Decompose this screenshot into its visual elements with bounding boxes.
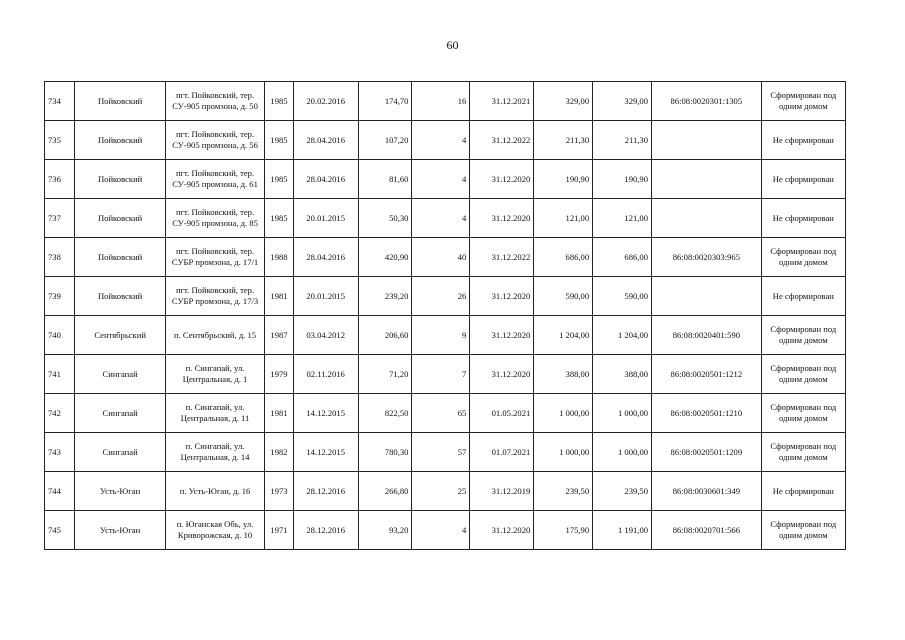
cell-area-to-resettle: 1 000,00	[534, 394, 593, 433]
cell-cadastral-number: 86:08:0030601:349	[652, 472, 762, 511]
cell-address: п. Сингапай, ул. Центральная, д. 1	[165, 355, 264, 394]
registry-body	[45, 82, 846, 550]
cell-settlement: Сингапай	[75, 355, 165, 394]
table-row	[45, 394, 846, 433]
cell-settlement: Сингапай	[75, 394, 165, 433]
cell-decision-date: 20.02.2016	[293, 82, 358, 121]
cell-area: 107,20	[358, 121, 412, 160]
cell-residents: 26	[412, 277, 470, 316]
cell-build-year: 1982	[265, 433, 293, 472]
cell-build-year: 1971	[265, 511, 293, 550]
cell-deadline-date: 01.05.2021	[470, 394, 534, 433]
cell-decision-date: 28.04.2016	[293, 238, 358, 277]
cell-cadastral-number	[652, 160, 762, 199]
housing-registry-table	[44, 81, 846, 550]
cell-residents: 4	[412, 121, 470, 160]
cell-residents: 4	[412, 199, 470, 238]
cell-decision-date: 14.12.2015	[293, 394, 358, 433]
cell-build-year: 1985	[265, 82, 293, 121]
cell-row-number: 738	[45, 238, 75, 277]
cell-decision-date: 28.04.2016	[293, 121, 358, 160]
cell-land-status: Сформирован под одним домом	[761, 355, 845, 394]
cell-area-total: 329,00	[593, 82, 652, 121]
cell-address: пгт. Пойковский, тер. СУ-905 промзона, д. 85	[165, 199, 264, 238]
cell-deadline-date: 31.12.2020	[470, 355, 534, 394]
cell-address: пгт. Пойковский, тер. СУ-905 промзона, д. 50	[165, 82, 264, 121]
cell-residents: 4	[412, 511, 470, 550]
cell-area-total: 211,30	[593, 121, 652, 160]
cell-deadline-date: 31.12.2020	[470, 199, 534, 238]
table-row	[45, 121, 846, 160]
cell-area-to-resettle: 121,00	[534, 199, 593, 238]
cell-build-year: 1988	[265, 238, 293, 277]
cell-deadline-date: 31.12.2020	[470, 277, 534, 316]
cell-area: 71,20	[358, 355, 412, 394]
cell-area-to-resettle: 175,90	[534, 511, 593, 550]
cell-row-number: 737	[45, 199, 75, 238]
cell-land-status: Не сформирован	[761, 160, 845, 199]
cell-row-number: 739	[45, 277, 75, 316]
cell-residents: 57	[412, 433, 470, 472]
cell-settlement: Пойковский	[75, 199, 165, 238]
cell-address: пгт. Пойковский, тер. СУБР промзона, д. 17/3	[165, 277, 264, 316]
cell-land-status: Не сформирован	[761, 277, 845, 316]
cell-area-to-resettle: 329,00	[534, 82, 593, 121]
cell-land-status: Сформирован под одним домом	[761, 238, 845, 277]
cell-area-total: 590,00	[593, 277, 652, 316]
cell-area-total: 190,90	[593, 160, 652, 199]
cell-settlement: Сентябрьский	[75, 316, 165, 355]
cell-build-year: 1987	[265, 316, 293, 355]
table-row	[45, 433, 846, 472]
cell-decision-date: 28.12.2016	[293, 472, 358, 511]
cell-deadline-date: 31.12.2019	[470, 472, 534, 511]
cell-deadline-date: 31.12.2022	[470, 238, 534, 277]
cell-decision-date: 28.04.2016	[293, 160, 358, 199]
cell-land-status: Сформирован под одним домом	[761, 82, 845, 121]
table-row	[45, 82, 846, 121]
cell-residents: 9	[412, 316, 470, 355]
cell-area-to-resettle: 190,90	[534, 160, 593, 199]
cell-row-number: 744	[45, 472, 75, 511]
cell-settlement: Пойковский	[75, 238, 165, 277]
cell-land-status: Сформирован под одним домом	[761, 433, 845, 472]
table-row	[45, 355, 846, 394]
cell-row-number: 742	[45, 394, 75, 433]
cell-address: пгт. Пойковский, тер. СУ-905 промзона, д. 56	[165, 121, 264, 160]
cell-area: 50,30	[358, 199, 412, 238]
cell-cadastral-number	[652, 277, 762, 316]
cell-land-status: Сформирован под одним домом	[761, 316, 845, 355]
cell-area-to-resettle: 388,00	[534, 355, 593, 394]
cell-area-total: 239,50	[593, 472, 652, 511]
cell-deadline-date: 31.12.2020	[470, 511, 534, 550]
cell-area-total: 1 204,00	[593, 316, 652, 355]
cell-residents: 7	[412, 355, 470, 394]
cell-row-number: 741	[45, 355, 75, 394]
cell-area: 420,90	[358, 238, 412, 277]
cell-residents: 4	[412, 160, 470, 199]
table-row	[45, 472, 846, 511]
cell-cadastral-number	[652, 199, 762, 238]
cell-settlement: Усть-Юган	[75, 472, 165, 511]
cell-address: п. Юганская Обь, ул. Криворожская, д. 10	[165, 511, 264, 550]
cell-area: 266,80	[358, 472, 412, 511]
cell-settlement: Пойковский	[75, 160, 165, 199]
page-number: 60	[446, 38, 459, 52]
cell-settlement: Пойковский	[75, 277, 165, 316]
table-row	[45, 238, 846, 277]
cell-land-status: Сформирован под одним домом	[761, 394, 845, 433]
cell-decision-date: 28.12.2016	[293, 511, 358, 550]
cell-deadline-date: 31.12.2022	[470, 121, 534, 160]
cell-row-number: 740	[45, 316, 75, 355]
table-row	[45, 511, 846, 550]
cell-cadastral-number: 86:08:0020301:1305	[652, 82, 762, 121]
cell-area: 780,30	[358, 433, 412, 472]
cell-residents: 25	[412, 472, 470, 511]
cell-land-status: Не сформирован	[761, 199, 845, 238]
cell-area-total: 121,00	[593, 199, 652, 238]
cell-address: п. Сентябрьский, д. 15	[165, 316, 264, 355]
cell-residents: 40	[412, 238, 470, 277]
cell-area-total: 1 000,00	[593, 433, 652, 472]
cell-settlement: Пойковский	[75, 82, 165, 121]
cell-decision-date: 20.01.2015	[293, 199, 358, 238]
cell-area: 81,60	[358, 160, 412, 199]
cell-address: п. Усть-Юган, д. 16	[165, 472, 264, 511]
cell-settlement: Пойковский	[75, 121, 165, 160]
cell-decision-date: 03.04.2012	[293, 316, 358, 355]
cell-build-year: 1985	[265, 121, 293, 160]
cell-area-to-resettle: 211,30	[534, 121, 593, 160]
cell-area-to-resettle: 239,50	[534, 472, 593, 511]
cell-build-year: 1979	[265, 355, 293, 394]
cell-row-number: 734	[45, 82, 75, 121]
cell-deadline-date: 31.12.2020	[470, 160, 534, 199]
cell-area: 93,20	[358, 511, 412, 550]
cell-decision-date: 20.01.2015	[293, 277, 358, 316]
cell-row-number: 736	[45, 160, 75, 199]
cell-deadline-date: 01.07.2021	[470, 433, 534, 472]
cell-address: пгт. Пойковский, тер. СУ-905 промзона, д. 61	[165, 160, 264, 199]
cell-area-total: 1 000,00	[593, 394, 652, 433]
cell-area: 822,50	[358, 394, 412, 433]
cell-address: пгт. Пойковский, тер. СУБР промзона, д. 17/1	[165, 238, 264, 277]
cell-build-year: 1981	[265, 394, 293, 433]
cell-land-status: Не сформирован	[761, 472, 845, 511]
cell-residents: 65	[412, 394, 470, 433]
cell-settlement: Сингапай	[75, 433, 165, 472]
table-row	[45, 277, 846, 316]
cell-area-to-resettle: 1 000,00	[534, 433, 593, 472]
cell-area-total: 388,00	[593, 355, 652, 394]
table-row	[45, 199, 846, 238]
table-row	[45, 160, 846, 199]
cell-area-total: 1 191,00	[593, 511, 652, 550]
cell-build-year: 1973	[265, 472, 293, 511]
cell-deadline-date: 31.12.2021	[470, 82, 534, 121]
cell-area: 206,60	[358, 316, 412, 355]
cell-decision-date: 14.12.2015	[293, 433, 358, 472]
cell-cadastral-number: 86:08:0020401:590	[652, 316, 762, 355]
cell-area-total: 686,00	[593, 238, 652, 277]
cell-residents: 16	[412, 82, 470, 121]
cell-cadastral-number	[652, 121, 762, 160]
cell-decision-date: 02.11.2016	[293, 355, 358, 394]
cell-area-to-resettle: 590,00	[534, 277, 593, 316]
cell-cadastral-number: 86:08:0020501:1212	[652, 355, 762, 394]
cell-settlement: Усть-Юган	[75, 511, 165, 550]
cell-build-year: 1985	[265, 160, 293, 199]
cell-area-to-resettle: 686,00	[534, 238, 593, 277]
cell-row-number: 745	[45, 511, 75, 550]
cell-cadastral-number: 86:08:0020701:566	[652, 511, 762, 550]
cell-build-year: 1981	[265, 277, 293, 316]
cell-area: 239,20	[358, 277, 412, 316]
table-row	[45, 316, 846, 355]
cell-address: п. Сингапай, ул. Центральная, д. 14	[165, 433, 264, 472]
cell-land-status: Сформирован под одним домом	[761, 511, 845, 550]
cell-cadastral-number: 86:08:0020303:965	[652, 238, 762, 277]
cell-land-status: Не сформирован	[761, 121, 845, 160]
cell-address: п. Сингапай, ул. Центральная, д. 11	[165, 394, 264, 433]
cell-cadastral-number: 86:08:0020501:1210	[652, 394, 762, 433]
cell-area-to-resettle: 1 204,00	[534, 316, 593, 355]
cell-row-number: 743	[45, 433, 75, 472]
cell-area: 174,70	[358, 82, 412, 121]
cell-cadastral-number: 86:08:0020501:1209	[652, 433, 762, 472]
cell-build-year: 1985	[265, 199, 293, 238]
cell-row-number: 735	[45, 121, 75, 160]
cell-deadline-date: 31.12.2020	[470, 316, 534, 355]
